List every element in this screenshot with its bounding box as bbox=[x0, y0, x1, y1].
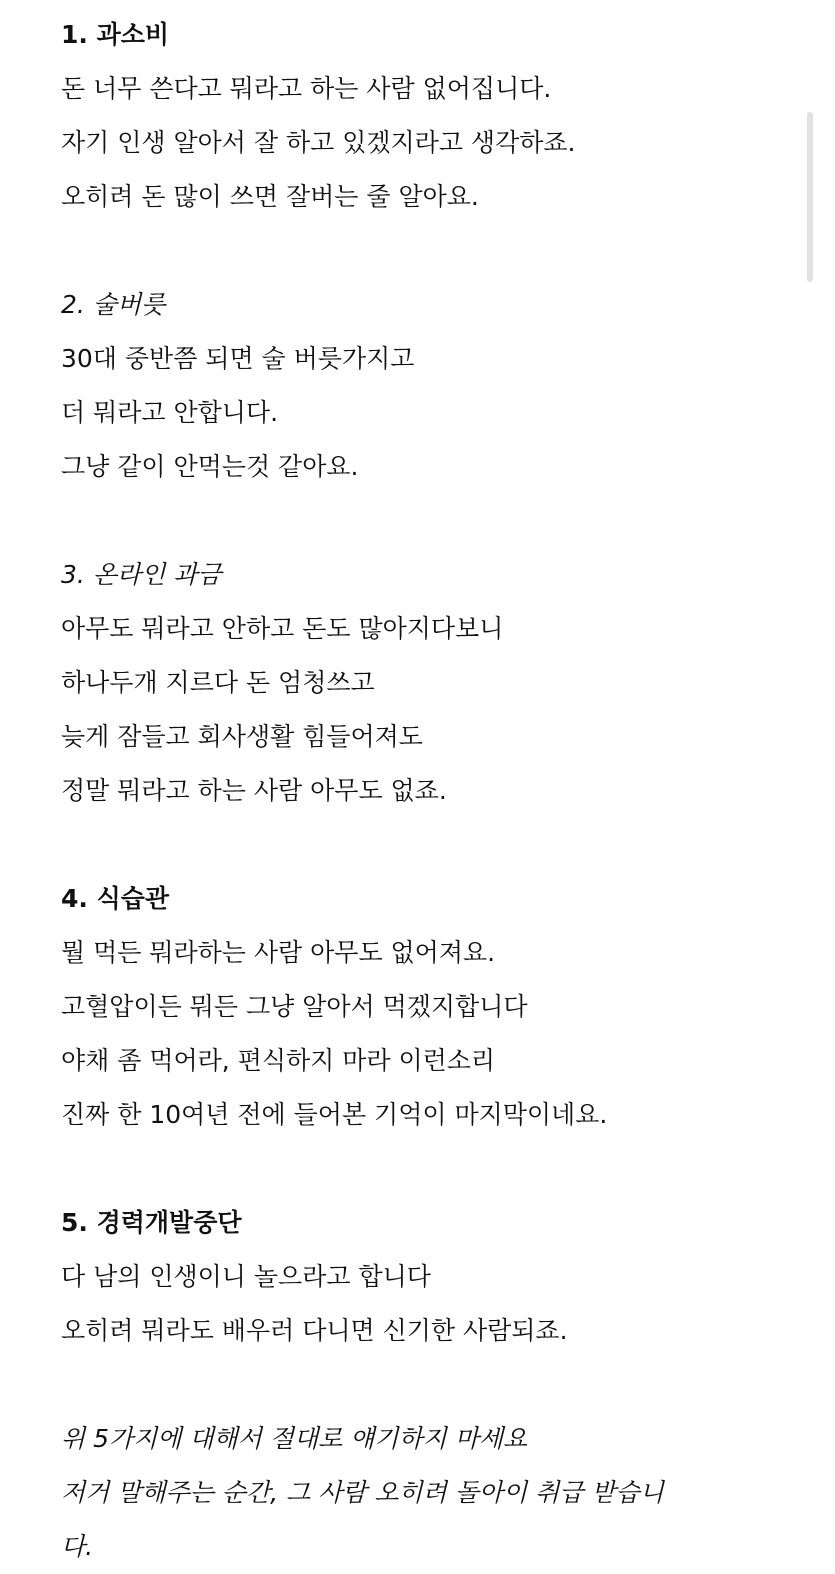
section-line: 아무도 뭐라고 안하고 돈도 많아지다보니 bbox=[61, 614, 504, 643]
section-line: 야채 좀 먹어라, 편식하지 마라 이런소리 bbox=[61, 1046, 496, 1075]
closing-line: 저거 말해주는 순간, 그 사람 오히려 돌아이 취급 받습니 bbox=[61, 1478, 664, 1507]
section-line: 그냥 같이 안먹는것 같아요. bbox=[61, 452, 359, 481]
section-3-online-spending bbox=[61, 548, 801, 818]
post-body bbox=[61, 8, 801, 1574]
vertical-scrollbar[interactable] bbox=[807, 112, 813, 282]
paragraph-gap bbox=[61, 818, 801, 872]
section-line: 고혈압이든 뭐든 그냥 알아서 먹겠지합니다 bbox=[61, 992, 528, 1021]
paragraph-gap bbox=[61, 1358, 801, 1412]
closing-line: 다. bbox=[61, 1532, 94, 1561]
section-line: 오히려 돈 많이 쓰면 잘버는 줄 알아요. bbox=[61, 182, 479, 211]
section-line: 더 뭐라고 안합니다. bbox=[61, 398, 279, 427]
section-1-overspending bbox=[61, 8, 801, 224]
section-line: 자기 인생 알아서 잘 하고 있겠지라고 생각하죠. bbox=[61, 128, 576, 157]
closing-line: 위 5가지에 대해서 절대로 얘기하지 마세요 bbox=[61, 1424, 528, 1453]
section-heading: 3. 온라인 과금 bbox=[61, 560, 222, 589]
paragraph-gap bbox=[61, 1142, 801, 1196]
closing-note bbox=[61, 1412, 801, 1574]
section-line: 30대 중반쯤 되면 술 버릇가지고 bbox=[61, 344, 415, 373]
section-heading: 1. 과소비 bbox=[61, 20, 170, 49]
section-line: 늦게 잠들고 회사생활 힘들어져도 bbox=[61, 722, 423, 751]
section-line: 하나두개 지르다 돈 엄청쓰고 bbox=[61, 668, 375, 697]
section-line: 돈 너무 쓴다고 뭐라고 하는 사람 없어집니다. bbox=[61, 74, 552, 103]
section-2-drinking-habits bbox=[61, 278, 801, 494]
section-heading: 4. 식습관 bbox=[61, 884, 170, 913]
section-5-career-development bbox=[61, 1196, 801, 1358]
section-line: 뭘 먹든 뭐라하는 사람 아무도 없어져요. bbox=[61, 938, 496, 967]
section-line: 진짜 한 10여년 전에 들어본 기억이 마지막이네요. bbox=[61, 1100, 608, 1129]
section-line: 정말 뭐라고 하는 사람 아무도 없죠. bbox=[61, 776, 447, 805]
section-line: 오히려 뭐라도 배우러 다니면 신기한 사람되죠. bbox=[61, 1316, 568, 1345]
section-4-eating-habits bbox=[61, 872, 801, 1142]
section-line: 다 남의 인생이니 놀으라고 합니다 bbox=[61, 1262, 431, 1291]
scrollbar-thumb[interactable] bbox=[807, 112, 813, 282]
section-heading: 5. 경력개발중단 bbox=[61, 1208, 242, 1237]
paragraph-gap bbox=[61, 494, 801, 548]
paragraph-gap bbox=[61, 224, 801, 278]
section-heading: 2. 술버릇 bbox=[61, 290, 166, 319]
